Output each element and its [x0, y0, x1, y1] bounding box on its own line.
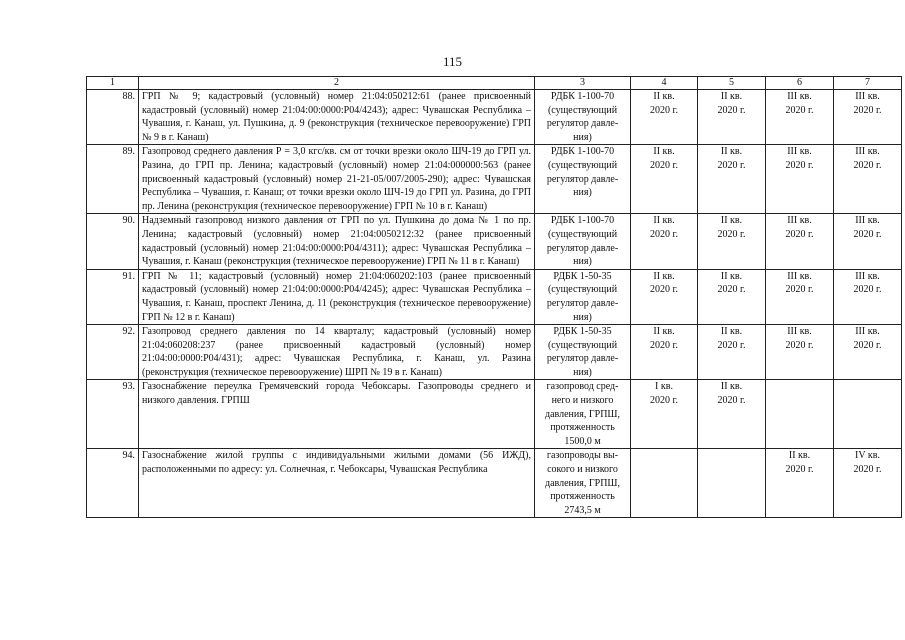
- commission-date-cell: [766, 145, 834, 214]
- cell-line: (существующий: [547, 104, 618, 116]
- cell-line: 2020 г.: [717, 395, 746, 407]
- cell-line: 1500,0 м: [564, 435, 601, 447]
- equipment-cell: [535, 269, 631, 324]
- end-date-cell: [698, 90, 766, 145]
- cell-line: II кв.: [720, 326, 743, 338]
- cell-line: 2020 г.: [650, 339, 678, 351]
- cell-line: III кв.: [855, 270, 880, 282]
- object-description: Газоснабжение переулка Гремячевский города Чебоксары. Газопроводы среднего и низкого давления. ГРПШ: [139, 380, 535, 449]
- cell-line: III кв.: [855, 146, 880, 158]
- final-date-cell: [834, 380, 902, 449]
- cell-line: 2020 г.: [785, 464, 814, 476]
- commission-date-cell: [766, 449, 834, 518]
- cell-line: (существующий: [547, 339, 618, 351]
- row-number: 92.: [87, 325, 139, 380]
- row-number: 89.: [87, 145, 139, 214]
- cell-line: ния): [573, 187, 592, 199]
- cell-line: ния): [573, 131, 592, 143]
- cell-line: 2020 г.: [650, 228, 678, 240]
- cell-line: III кв.: [855, 91, 880, 102]
- cell-line: II кв.: [720, 270, 743, 282]
- cell-line: II кв.: [653, 91, 675, 102]
- start-date-cell: [631, 214, 698, 269]
- column-header: 7: [834, 77, 902, 90]
- start-date-cell: [631, 449, 698, 518]
- cell-line: протяженность: [550, 491, 615, 503]
- column-number-row: [87, 77, 902, 90]
- schedule-table: [86, 76, 902, 518]
- cell-line: II кв.: [653, 146, 675, 158]
- cell-line: давления, ГРПШ,: [545, 408, 620, 420]
- cell-line: протяженность: [550, 422, 615, 434]
- equipment-cell: [535, 90, 631, 145]
- cell-line: РДБК 1-50-35: [553, 326, 612, 338]
- cell-line: 2020 г.: [717, 228, 746, 240]
- cell-line: III кв.: [787, 146, 812, 158]
- table-row: [87, 325, 902, 380]
- cell-line: 2020 г.: [717, 159, 746, 171]
- cell-line: 2020 г.: [853, 228, 882, 240]
- end-date-cell: [698, 380, 766, 449]
- commission-date-cell: [766, 269, 834, 324]
- cell-line: (существующий: [547, 228, 618, 240]
- equipment-cell: [535, 325, 631, 380]
- cell-line: давления, ГРПШ,: [545, 477, 620, 489]
- cell-line: 2020 г.: [785, 228, 814, 240]
- cell-line: 2020 г.: [650, 159, 678, 171]
- table-row: [87, 380, 902, 449]
- commission-date-cell: [766, 214, 834, 269]
- cell-line: РДБК 1-100-70: [550, 91, 615, 102]
- object-description: ГРП № 9; кадастровый (условный) номер 21:04:050212:61 (ранее присвоенный кадастровый (условный) номер 21:04:00:0000:Р04/4243); адрес: Чувашская Республика – Чувашия, г. Канаш, ул. Пушкина, д. 9 (реконструкция (техническое перевооружение) ГРП № 9 в г. Канаш): [139, 90, 535, 145]
- cell-line: II кв.: [788, 450, 811, 462]
- cell-line: 2020 г.: [650, 284, 678, 296]
- cell-line: 2020 г.: [785, 284, 814, 296]
- table-row: [87, 269, 902, 324]
- cell-line: II кв.: [720, 91, 743, 102]
- cell-line: III кв.: [787, 270, 812, 282]
- object-description: Надземный газопровод низкого давления от ГРП по ул. Пушкина до дома № 1 по пр. Ленина; кадастровый (условный) номер 21:04:0050212:32 (ранее присвоенный кадастровый (условный) номер 21:04:00:0000:Р04/4311); адрес: Чувашская Республика – Чувашия, г. Канаш (реконструкция (техническое перевооружение) ГРП № 11 в г. Канаш): [139, 214, 535, 269]
- start-date-cell: [631, 269, 698, 324]
- cell-line: 2020 г.: [785, 339, 814, 351]
- table-row: [87, 90, 902, 145]
- cell-line: III кв.: [855, 215, 880, 227]
- start-date-cell: [631, 380, 698, 449]
- cell-line: III кв.: [787, 215, 812, 227]
- page-number: 115: [442, 54, 463, 69]
- end-date-cell: [698, 145, 766, 214]
- object-description: Газопровод среднего давления по 14 кварталу; кадастровый (условный) номер 21:04:060208:237 (ранее присвоенный кадастровый (условный) номер 21:04:00:0000:Р04/431); адрес: Чувашская Республика, г. Канаш, ул. Разина (реконструкция (техническое перевооружение) ШРП № 19 в г. Канаш): [139, 325, 535, 380]
- cell-line: РДБК 1-50-35: [553, 270, 612, 282]
- column-header: 1: [87, 77, 139, 90]
- cell-line: II кв.: [720, 146, 743, 158]
- start-date-cell: [631, 145, 698, 214]
- cell-line: 2020 г.: [717, 284, 746, 296]
- final-date-cell: [834, 269, 902, 324]
- cell-line: IV кв.: [855, 450, 880, 462]
- cell-line: III кв.: [787, 91, 812, 102]
- row-number: 88.: [87, 90, 139, 145]
- cell-line: I кв.: [655, 381, 673, 393]
- final-date-cell: [834, 325, 902, 380]
- commission-date-cell: [766, 325, 834, 380]
- cell-line: газопроводы вы-: [546, 450, 619, 462]
- column-header: 4: [631, 77, 698, 90]
- cell-line: него и низкого: [551, 395, 614, 407]
- object-description: ГРП № 11; кадастровый (условный) номер 21:04:060202:103 (ранее присвоенный кадастровый (условный) номер 21:04:00:0000:Р04/4245); адрес: Чувашская Республика – Чувашия, г. Канаш, проспект Ленина, д. 11 (реконструкция (техническое перевооружение) ГРП № 12 в г. Канаш): [139, 269, 535, 324]
- final-date-cell: [834, 449, 902, 518]
- start-date-cell: [631, 90, 698, 145]
- table-row: [87, 145, 902, 214]
- cell-line: (существующий: [547, 284, 618, 296]
- cell-line: регулятор давле-: [546, 353, 619, 365]
- cell-line: регулятор давле-: [546, 242, 619, 254]
- column-header: 5: [698, 77, 766, 90]
- row-number: 91.: [87, 269, 139, 324]
- cell-line: ния): [573, 256, 592, 268]
- cell-line: (существующий: [547, 159, 618, 171]
- row-number: 90.: [87, 214, 139, 269]
- cell-line: сокого и низкого: [547, 464, 618, 476]
- cell-line: регулятор давле-: [546, 297, 619, 309]
- cell-line: 2020 г.: [853, 464, 882, 476]
- cell-line: ния): [573, 311, 592, 323]
- cell-line: II кв.: [720, 215, 743, 227]
- cell-line: ния): [573, 366, 592, 378]
- final-date-cell: [834, 90, 902, 145]
- end-date-cell: [698, 214, 766, 269]
- equipment-cell: [535, 214, 631, 269]
- end-date-cell: [698, 269, 766, 324]
- cell-line: 2020 г.: [853, 104, 882, 116]
- column-header: 2: [139, 77, 535, 90]
- cell-line: 2020 г.: [650, 395, 678, 407]
- cell-line: РДБК 1-100-70: [550, 215, 615, 227]
- column-header: 6: [766, 77, 834, 90]
- cell-line: II кв.: [653, 326, 675, 338]
- cell-line: 2020 г.: [853, 339, 882, 351]
- end-date-cell: [698, 325, 766, 380]
- cell-line: РДБК 1-100-70: [550, 146, 615, 158]
- cell-line: 2020 г.: [853, 284, 882, 296]
- object-description: Газоснабжение жилой группы с индивидуальными жилыми домами (56 ИЖД), расположенными по адресу: ул. Солнечная, г. Чебоксары, Чувашская Республика: [139, 449, 535, 518]
- cell-line: 2020 г.: [717, 104, 746, 116]
- end-date-cell: [698, 449, 766, 518]
- equipment-cell: [535, 380, 631, 449]
- column-header: 3: [535, 77, 631, 90]
- row-number: 93.: [87, 380, 139, 449]
- start-date-cell: [631, 325, 698, 380]
- cell-line: газопровод сред-: [546, 381, 619, 393]
- equipment-cell: [535, 145, 631, 214]
- final-date-cell: [834, 145, 902, 214]
- commission-date-cell: [766, 380, 834, 449]
- commission-date-cell: [766, 90, 834, 145]
- table-row: [87, 449, 902, 518]
- equipment-cell: [535, 449, 631, 518]
- final-date-cell: [834, 214, 902, 269]
- cell-line: 2020 г.: [853, 159, 882, 171]
- cell-line: II кв.: [720, 381, 743, 393]
- cell-line: 2020 г.: [650, 104, 678, 116]
- cell-line: регулятор давле-: [546, 118, 619, 130]
- table-row: [87, 214, 902, 269]
- cell-line: 2020 г.: [785, 159, 814, 171]
- cell-line: III кв.: [787, 326, 812, 338]
- cell-line: II кв.: [653, 270, 675, 282]
- cell-line: 2743,5 м: [564, 504, 601, 516]
- cell-line: II кв.: [653, 215, 675, 227]
- cell-line: регулятор давле-: [546, 173, 619, 185]
- row-number: 94.: [87, 449, 139, 518]
- cell-line: 2020 г.: [785, 104, 814, 116]
- object-description: Газопровод среднего давления Р = 3,0 кгс/кв. см от точки врезки около ШЧ-19 до ГРП ул. Разина, до ГРП пр. Ленина; кадастровый (условный) номер 21:04:000000:563 (ранее присвоенный кадастровый (условный) номер 21-21-05/007/2005-290); адрес: Чувашская Республика – Чувашия, г. Канаш; от точки врезки около ШЧ-19 до ГРП ул. Разина, до ГРП пр. Ленина (реконструкция (техническое перевооружение) ГРП № 10 в г. Канаш): [139, 145, 535, 214]
- cell-line: 2020 г.: [717, 339, 746, 351]
- cell-line: III кв.: [855, 326, 880, 338]
